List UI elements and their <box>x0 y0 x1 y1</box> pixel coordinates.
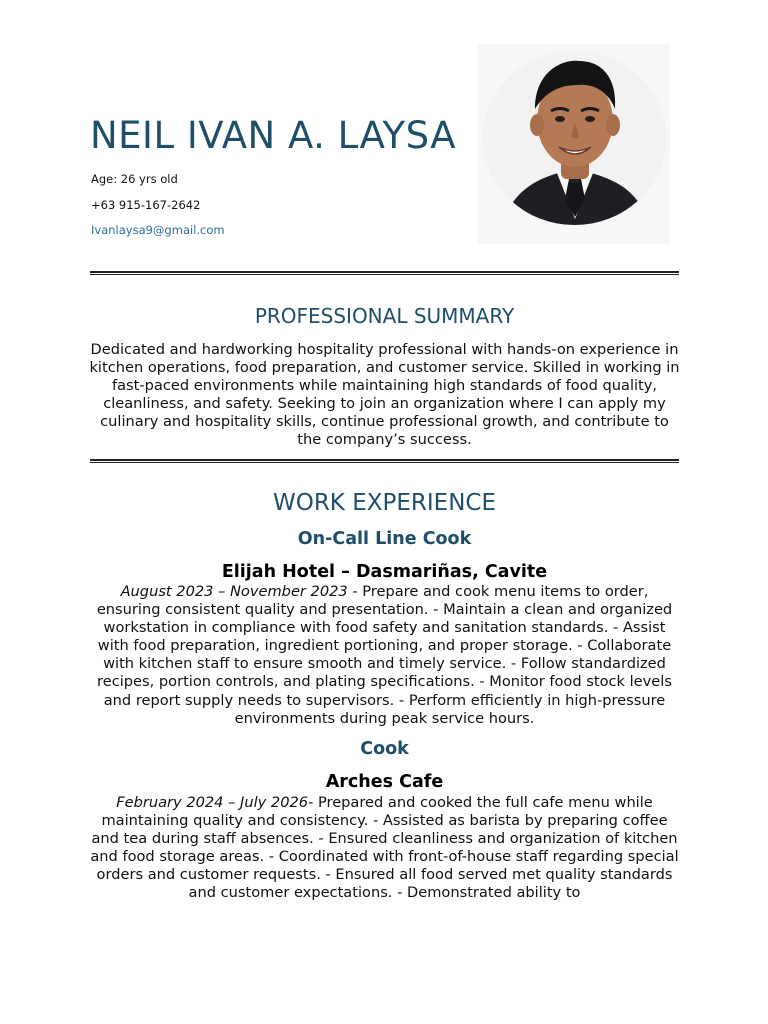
employer-name: Elijah Hotel – Dasmariñas, Cavite <box>221 562 548 582</box>
job-title: On-Call Line Cook <box>297 529 472 549</box>
candidate-name: NEIL IVAN A. LAYSA <box>90 114 457 157</box>
summary-divider <box>90 459 679 463</box>
top-divider <box>90 271 679 275</box>
job-dates: February 2024 – July 2026 <box>116 794 309 811</box>
age-line: Age: 26 yrs old <box>91 172 178 186</box>
employer-name: Arches Cafe <box>325 772 444 792</box>
job-duties: - Prepare and cook menu items to order, ensuring consistent quality and presentation. - Maintain a clean and organized workstation in compliance with food safety and sanitation standards. - Assist with food preparation, ingredient portioning, and proper storage. - Collaborate with kitchen staff to ensure smooth and timely service. - Follow standardized recipes, portion controls, and plating specifications. - Monitor food stock levels and report supply needs to supervisors. - Perform efficiently in high-pressure environments during peak service hours. <box>96 583 673 727</box>
work-experience-heading: WORK EXPERIENCE <box>272 490 496 516</box>
job-description <box>88 794 681 902</box>
job-description <box>88 583 681 728</box>
summary-text: Dedicated and hardworking hospitality professional with hands-on experience in kitchen operations, food preparation, and customer service. Skilled in working in fast-paced environments while maintaining high standards of food quality, cleanliness, and safety. Seeking to join an organization where I can apply my culinary and hospitality skills, continue professional growth, and contribute to the company’s success. <box>89 341 680 449</box>
job-title: Cook <box>360 739 409 759</box>
job-dates: August 2023 – November 2023 <box>120 583 348 600</box>
phone-number: +63 915-167-2642 <box>91 198 201 212</box>
job-duties: - Prepared and cooked the full cafe menu while maintaining quality and consistency. - Assisted as barista by preparing coffee and tea during staff absences. - Ensured cleanliness and organization of kitchen and food storage areas. - Coordinated with front-of-house staff regarding special orders and customer requests. - Ensured all food served met quality standards and customer expectations. - Demonstrated ability to <box>90 794 679 902</box>
profile-photo <box>483 51 666 225</box>
summary-heading: PROFESSIONAL SUMMARY <box>254 304 515 328</box>
email-link[interactable]: Ivanlaysa9@gmail.com <box>91 223 225 237</box>
